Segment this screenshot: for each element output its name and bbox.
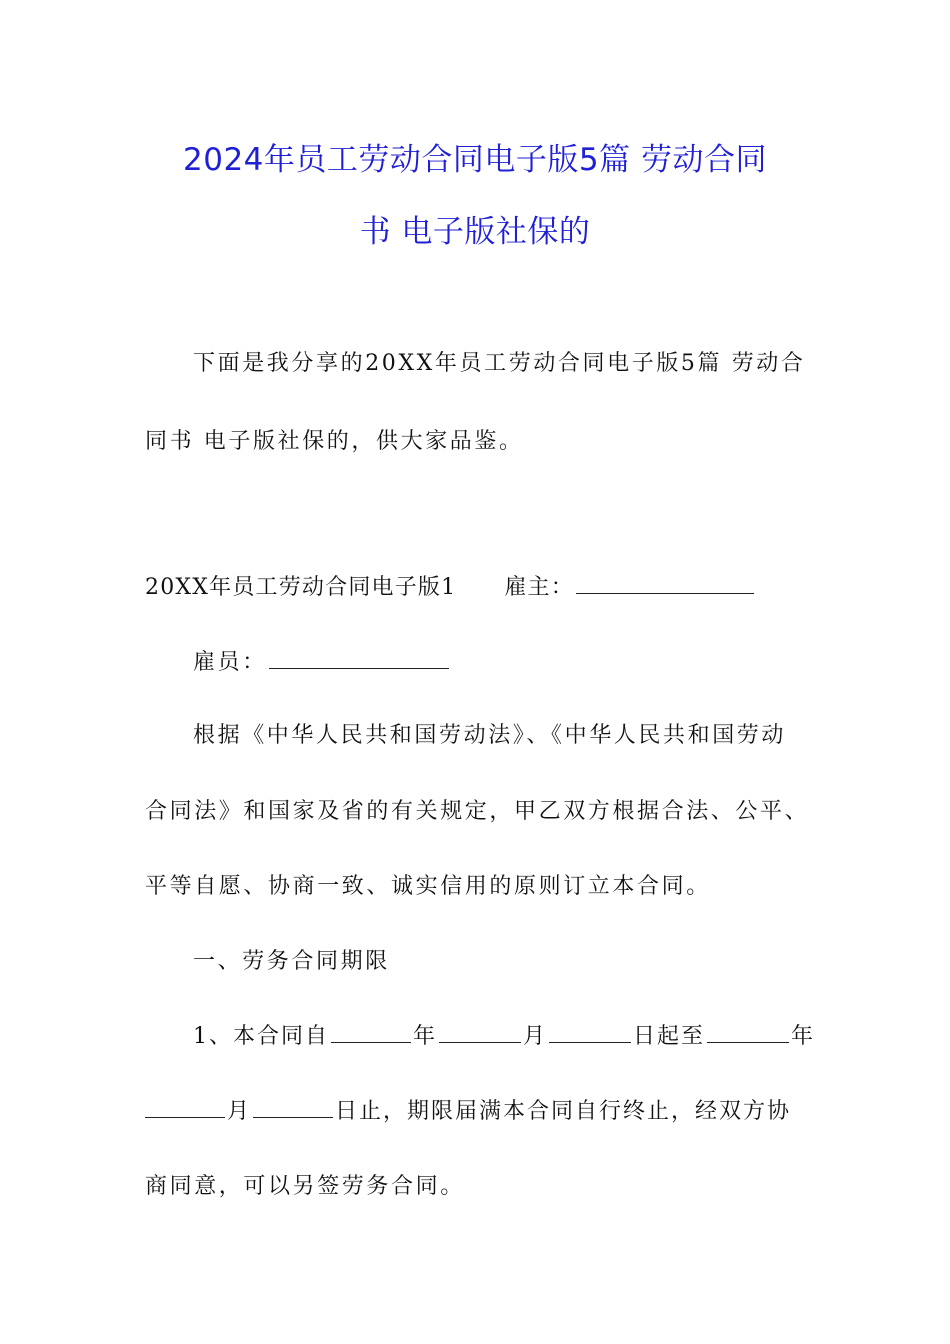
basis-line-1: 根据《中华人民共和国劳动法》、《中华人民共和国劳动	[193, 723, 787, 748]
basis-line-2: 合同法》和国家及省的有关规定，甲乙双方根据合法、公平、	[145, 799, 810, 824]
term-heading: 一、劳务合同期限	[193, 949, 390, 974]
employee-label: 雇员：	[193, 650, 267, 675]
start-day-blank	[549, 1022, 631, 1043]
end-month-label: 月	[227, 1099, 252, 1124]
clause-1-line-1	[193, 1019, 815, 1050]
start-day-label: 日起至	[633, 1024, 706, 1049]
employee-row	[193, 645, 451, 676]
employer-label: 雇主：	[504, 575, 574, 600]
start-year-blank	[331, 1022, 411, 1043]
clause-1-prefix: 1、本合同自	[193, 1024, 329, 1049]
clause-1-line-2-text: 日止，期限届满本合同自行终止，经双方协	[335, 1099, 792, 1124]
employee-blank	[269, 648, 449, 669]
basis-line-3: 平等自愿、协商一致、诚实信用的原则订立本合同。	[145, 874, 711, 899]
document-title-line-1: 2024年员工劳动合同电子版5篇 劳动合同	[183, 142, 767, 178]
clause-1-line-2	[145, 1094, 791, 1125]
document-title-line-2: 书 电子版社保的	[359, 214, 591, 250]
clause-1-line-3: 商同意，可以另签劳务合同。	[145, 1174, 465, 1199]
start-month-label: 月	[523, 1024, 548, 1049]
start-month-blank	[439, 1022, 521, 1043]
intro-line-1: 下面是我分享的20XX年员工劳动合同电子版5篇 劳动合	[193, 351, 806, 376]
end-year-label: 年	[791, 1024, 816, 1049]
employer-blank	[576, 573, 754, 594]
section-1-heading: 20XX年员工劳动合同电子版1	[145, 575, 457, 600]
end-day-blank	[253, 1097, 333, 1118]
end-month-blank	[145, 1097, 225, 1118]
intro-line-2: 同书 电子版社保的，供大家品鉴。	[145, 429, 524, 454]
start-year-label: 年	[413, 1024, 438, 1049]
end-year-blank	[707, 1022, 789, 1043]
section-1-heading-row	[145, 570, 756, 601]
